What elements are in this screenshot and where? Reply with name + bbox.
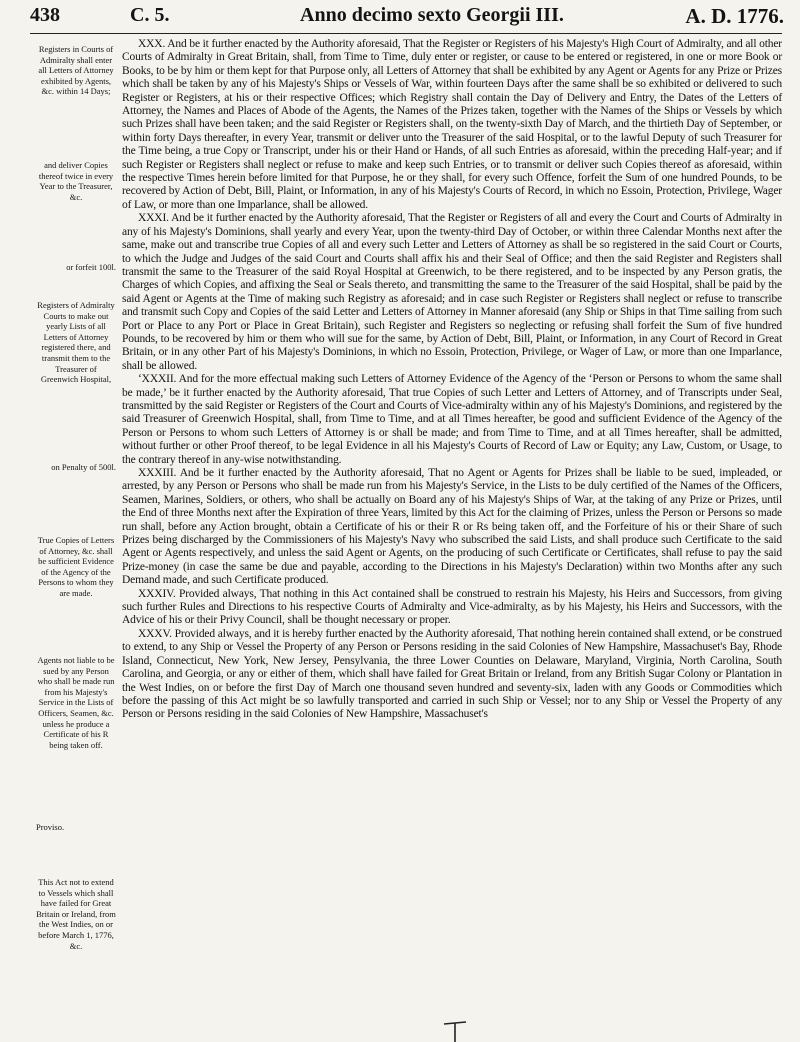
margin-note: Registers of Admiralty Courts to make out yearly Lists of all Letters of Attorney registered there, and transmit them to the Treasurer of Greenwich Hospital, (37, 300, 115, 385)
margin-note: This Act not to extend to Vessels which shall have failed for Great Britain or Ireland, from the West Indies, on or before March 1, 1776, &c. (36, 877, 116, 951)
section-34: XXXIV. Provided always, That nothing in this Act contained shall be construed to restrain his Majesty, his Heirs and Successors, from giving such further Rules and Directions to his respective Courts of Admiralty and Vice-admiralty, as by his Majesty, his Heirs and Successors, with the Advice of his or their Privy Council, shall be thought necessary or proper. (122, 587, 782, 627)
chapter-number: C. 5. (130, 4, 170, 26)
running-title: Anno decimo sexto Georgii III. (300, 4, 564, 26)
margin-note: Agents not liable to be sued by any Person who shall be made run from his Majesty's Service in the Lists of Officers, Seamen, &c. unless he produce a Certificate of his R being taken off. (37, 655, 115, 750)
margin-note: and deliver Copies thereof twice in every Year to the Treasurer, &c. (38, 160, 114, 202)
margin-note: True Copies of Letters of Attorney, &c. shall be sufficient Evidence of the Agency of the Persons to whom they are made. (37, 535, 115, 598)
catchword-mark-icon (440, 1018, 470, 1042)
year: A. D. 1776. (685, 4, 784, 28)
section-31: XXXI. And be it further enacted by the Authority aforesaid, That the Register or Registers of all and every the Court and Courts of Admiralty in any of his Majesty's Dominions, shall yearly and every Year, upon the twenty-third Day of October, or within three Calendar Months next after the same, make out and transcribe true Copies of all and every such Letter and Letters of Attorney as shall be so registered in the said Court or Courts, to which the Judge and Judges of the said Court and Courts shall affix his and their Seal of Office; and then the said Register and Registers shall transmit the same to the Treasurer of the said Royal Hospital at Greenwich, to be there registered, and to be inspected by any Person gratis, the Charges of which Copies, and affixing the Seal or Seals thereto, and transmitting the same to the Treasurer of the said Hospital, shall be paid by the said Agent or Agents at the Time of making such Registry as aforesaid; and in case such Register or Registers shall neglect or refuse to transcribe and transmit such Copy and Copies of the said Letter and Letters of Attorney in Manner aforesaid (any Ship or Ships in that Time sailing from such Port or Place to any Port or Place in Great Britain), such Register and Registers so neglecting or refusing shall forfeit the Sum of five hundred Pounds, to be recovered by him or them who will sue for the same, by Action of Debt, Bill, Plaint, or Information, in any Court of Record in Great Britain, or in any other Part of his Majesty's Dominions, in which no Essoin, Protection, Privilege, or Wager of Law, or more than one Imparlance, shall be allowed. (122, 212, 782, 372)
margin-note: Registers in Courts of Admiralty shall enter all Letters of Attorney exhibited by Agents, &c. within 14 Days; (38, 44, 114, 97)
margin-note: Proviso. (36, 822, 65, 832)
section-30: XXX. And be it further enacted by the Authority aforesaid, That the Register or Registers of his Majesty's High Court of Admiralty, and all other Courts of Admiralty in Great Britain, shall, from Time to Time, duly enter or register, or cause to be entered or registered, in one or more Book or Books, to be by him or them kept for that Purpose only, all Letters of Attorney that shall be exhibited by any Agent or Agents for any Prize or Prizes which shall be taken by any of his Majesty's Ships or Vessels of War, within fourteen Days after the same shall be so exhibited or delivered to such Register or Registers, at his or their respective Offices; which Registry shall contain the Day of Delivery and Entry, the Dates of the Letters of Attorney, the Names and Places of Abode of the Agents, the Names of the Prizes taken, together with the Names of the Ships or Vessels by which such Prizes shall have been taken; and the said Register or Registers shall, on the twenty-sixth Day of March, and the thirtieth Day of September, or within forty Days thereafter, in every Year, transmit or deliver unto the Treasurer of the said Hospital, or to the lawful Deputy of such Treasurer for the Time being, a true Copy or Transcript, under his or their Hand or Hands, of all such Entries as aforesaid, within the preceding Half-year; and if such Register or Registers shall neglect or refuse to make and keep such Entries, or to transmit or deliver such Copies thereof as aforesaid, within the respective Times herein before limited for that Purpose, he or they shall, for every such Offence, forfeit the Sum of one hundred Pounds, to be recovered by Action of Debt, Bill, Plaint, or Information, in any of his Majesty's Courts of Record, in which no Essoin, Protection, Privilege, Wager of Law, or more than one Imparlance, shall be allowed. (122, 38, 782, 211)
header-rule (30, 33, 782, 34)
margin-note: or forfeit 100l. (66, 262, 116, 272)
section-35: XXXV. Provided always, and it is hereby further enacted by the Authority aforesaid, That nothing herein contained shall extend, or be construed to extend, to any Ship or Vessel the Property of any Person or Persons residing in the said Colonies of New Hampshire, Massachuset's Bay, Rhode Island, Connecticut, New York, New Jersey, Pensylvania, the three Lower Counties on Delaware, Maryland, Virginia, North Carolina, South Carolina, and Georgia, or any or either of them, which shall have failed for Great Britain or Ireland, from any British Sugar Colony or Plantation in the West Indies, on or before the first Day of March one thousand seven hundred and seventy-six, laden with any Goods or Commodities which before the passing of this Act might be so lawfully transported and carried in such Ship or Vessel; nor to any Ship or Vessel the Property of any Person or Persons residing in the said Colonies of New Hampshire, Massachuset's (122, 627, 782, 721)
margin-note: on Penalty of 500l. (51, 462, 116, 472)
main-text (122, 38, 782, 722)
page-number: 438 (30, 4, 60, 26)
section-33: XXXIII. And be it further enacted by the Authority aforesaid, That no Agent or Agents for Prizes shall be liable to be sued, impleaded, or arrested, by any Person or Persons who shall be made run from his Majesty's Service, in the Lists to be duly certified of the Names of the Officers, Seamen, Marines, Soldiers, or others, who shall be actually on Board any of his Majesty's Ships of War, at the taking of any Prize or Prizes, until the End of three Months next after the Expiration of three Years, limited by this Act for the claiming of Prizes, unless the Person or Persons so made run shall, before any Action brought, obtain a Certificate of his or their R or Rs being taken off, and the Forfeiture of his or their Share of such Prizes being discharged by the Commissioners of his Majesty's Navy who subscribed the said Lists, and shall produce such Certificate to the said Agent or Agents respectively, and unless the said Agent or Agents, on the producing of such Certificate or Certificates, shall refuse to pay the said Prize-money (in case the same be due and payable, according to the Directions in his Majesty's Declaration) within two Months after any such Demand made, and such Certificate produced. (122, 467, 782, 587)
section-32: ‘XXXII. And for the more effectual making such Letters of Attorney Evidence of the Agency of the ‘Person or Persons to whom the same shall be made,’ be it further enacted by the Authority aforesaid, That true Copies of such Letter and Letters of Attorney, and of Transcripts under Seal, transmitted by the said Register or Registers of the Court and Courts of Vice-admiralty within any of his Majesty's Dominions, and registered by the said Treasurer of Greenwich Hospital, shall, from Time to Time, and at all Times hereafter, be good and sufficient Evidence of the Agency of the Person or Persons to whom such Letters of Attorney is or shall be made; and from Time to Time, and at all Times hereafter, shall be admitted, without further or other Proof thereof, to be legal Evidence in all his Majesty's Courts of Record of Law or Equity; any Law, Custom, or Usage, to the contrary thereof in any-wise notwithstanding. (122, 373, 782, 466)
